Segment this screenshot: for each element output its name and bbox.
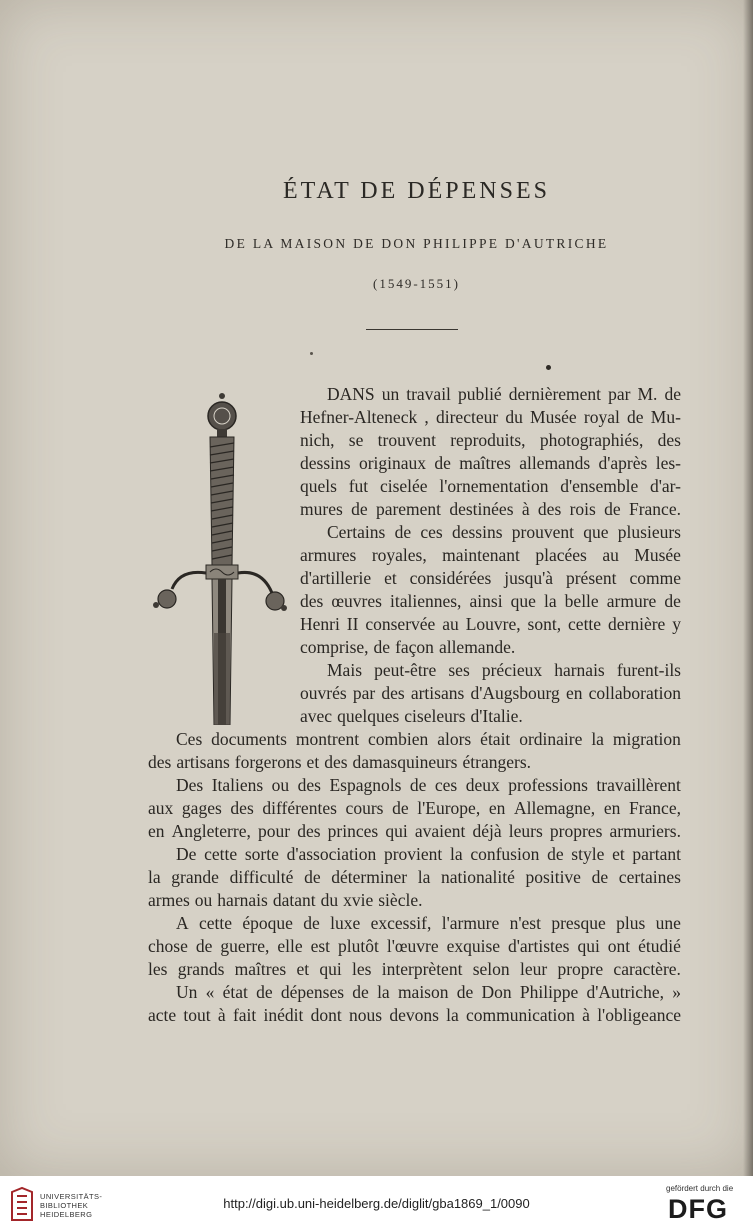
print-speck: [546, 365, 551, 370]
text-line: en Angleterre, pour des princes qui avaient déjà leurs propres armuriers.: [148, 821, 681, 841]
text-line: comprise, de façon allemande.: [300, 637, 516, 657]
text-line: armures royales, maintenant placées au Musée: [300, 545, 681, 565]
text-line: De cette sorte d'association provient la confusion de style et partant: [176, 844, 681, 864]
text-line: Henri II conservée au Louvre, sont, cette dernière y: [300, 614, 681, 634]
text-line: aux gages des différentes cours de l'Europe, en Allemagne, en France,: [148, 798, 681, 818]
text-line: d'artillerie et considérées jusqu'à présent comme: [300, 568, 681, 588]
text-line: acte tout à fait inédit dont nous devons la communication à l'obligeance: [148, 1005, 681, 1025]
text-line: Certains de ces dessins prouvent que plusieurs: [327, 522, 681, 542]
text-line: A cette époque de luxe excessif, l'armure n'est presque plus une: [176, 913, 681, 933]
text-line: avec quelques ciseleurs d'Italie.: [300, 706, 523, 726]
title-divider: [366, 329, 458, 330]
text-line: Ces documents montrent combien alors était ordinaire la migration: [176, 729, 681, 749]
library-name[interactable]: UNIVERSITÄTS- BIBLIOTHEK HEIDELBERG: [40, 1192, 103, 1219]
text-line: Un « état de dépenses de la maison de Don Philippe d'Autriche, »: [176, 982, 681, 1002]
page-title: ÉTAT DE DÉPENSES: [283, 178, 550, 204]
text-line: les grands maîtres et qui les interprètent selon leur propre caractère.: [148, 959, 681, 979]
text-line: quels fut ciselée l'ornementation d'ensemble d'ar-: [300, 476, 681, 496]
text-line: Hefner-Alteneck , directeur du Musée royal de Mu-: [300, 407, 681, 427]
text-line: des œuvres italiennes, ainsi que la belle armure de: [300, 591, 681, 611]
text-line: Des Italiens ou des Espagnols de ces deux professions travaillèrent: [176, 775, 681, 795]
text-line: mures de parement destinées à des rois de France.: [300, 499, 681, 519]
print-speck: [310, 352, 313, 355]
text-line: DANS un travail publié dernièrement par M. de: [327, 384, 681, 404]
sponsor-caption: gefördert durch die: [666, 1184, 734, 1193]
page-subtitle: DE LA MAISON DE DON PHILIPPE D'AUTRICHE: [224, 236, 609, 251]
text-line: des artisans forgerons et des damasquineurs étrangers.: [148, 752, 532, 772]
text-line: ouvrés par des artisans d'Augsbourg en collaboration: [300, 683, 681, 703]
text-line: nich, se trouvent reproduits, photographiés, des: [300, 430, 681, 450]
text-line: la grande difficulté de déterminer la nationalité positive de certaines: [148, 867, 681, 887]
text-line: dessins originaux de maîtres allemands d'après les-: [300, 453, 681, 473]
text-line: Mais peut-être ses précieux harnais furent-ils: [327, 660, 681, 680]
dfg-logo[interactable]: DFG: [668, 1194, 728, 1224]
date-range: (1549-1551): [373, 276, 460, 291]
text-line: armes ou harnais datant du xvie siècle.: [148, 890, 423, 910]
permalink-url[interactable]: http://digi.ub.uni-heidelberg.de/diglit/gba1869_1/0090: [223, 1196, 530, 1211]
sword-illustration: [150, 393, 290, 725]
text-line: chose de guerre, elle est plutôt l'œuvre exquise d'artistes qui ont étudié: [148, 936, 681, 956]
